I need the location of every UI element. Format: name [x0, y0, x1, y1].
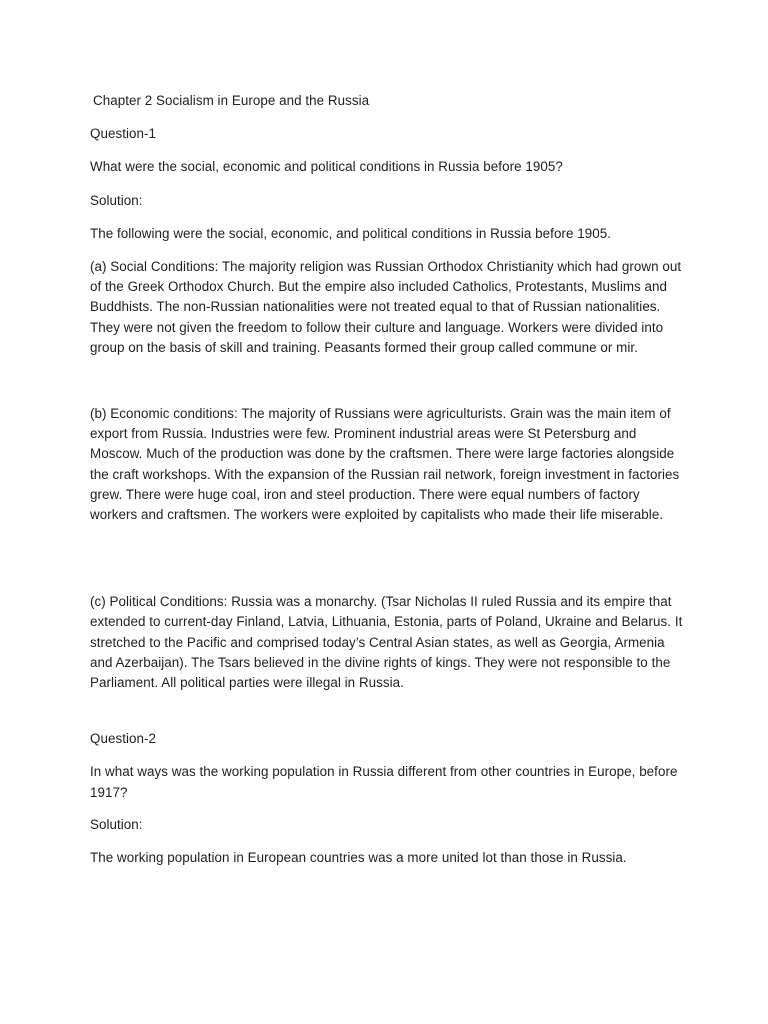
document-page	[90, 91, 690, 868]
question-2-label: Question-2	[90, 731, 157, 747]
question-1-social-conditions: (a) Social Conditions: The majority religion was Russian Orthodox Christianity which had grown out of the Greek Orthodox Church. But the empire also included Catholics, Protestants, Muslims and Buddhists. The non-Russian nationalities were not treated equal to that of Russian nationalities. They were not given the freedom to follow their culture and language. Workers were divided into group on the basis of skill and training. Peasants formed their group called commune or mir.	[90, 259, 682, 355]
question-1-label: Question-1	[90, 126, 157, 142]
question-2-answer: The working population in European countries was a more united lot than those in Russia.	[90, 850, 627, 866]
question-2-solution-label: Solution:	[90, 816, 143, 832]
chapter-title: Chapter 2 Socialism in Europe and the Russia	[93, 93, 370, 108]
question-1-text: What were the social, economic and political conditions in Russia before 1905?	[90, 159, 563, 175]
question-1-intro: The following were the social, economic, and political conditions in Russia before 1905.	[90, 225, 611, 241]
question-1-economic-conditions: (b) Economic conditions: The majority of Russians were agriculturists. Grain was the main item of export from Russia. Industries were few. Prominent industrial areas were St Petersburg and Moscow. Much of the production was done by the craftsmen. There were large factories alongside the craft workshops. With the expansion of the Russian rail network, foreign investment in factories grew. There were huge coal, iron and steel production. There were equal numbers of factory workers and craftsmen. The workers were exploited by capitalists who made their life miserable.	[90, 406, 680, 523]
question-2-text: In what ways was the working population in Russia different from other countries in Europe, before 1917?	[90, 764, 678, 800]
question-1-solution-label: Solution:	[90, 192, 143, 208]
question-1-political-conditions: (c) Political Conditions: Russia was a monarchy. (Tsar Nicholas II ruled Russia and its empire that extended to current-day Finland, Latvia, Lithuania, Estonia, parts of Poland, Ukraine and Belarus. It stretched to the Pacific and comprised today’s Central Asian states, as well as Georgia, Armenia and Azerbaijan). The Tsars believed in the divine rights of kings. They were not responsible to the Parliament. All political parties were illegal in Russia.	[90, 594, 683, 691]
